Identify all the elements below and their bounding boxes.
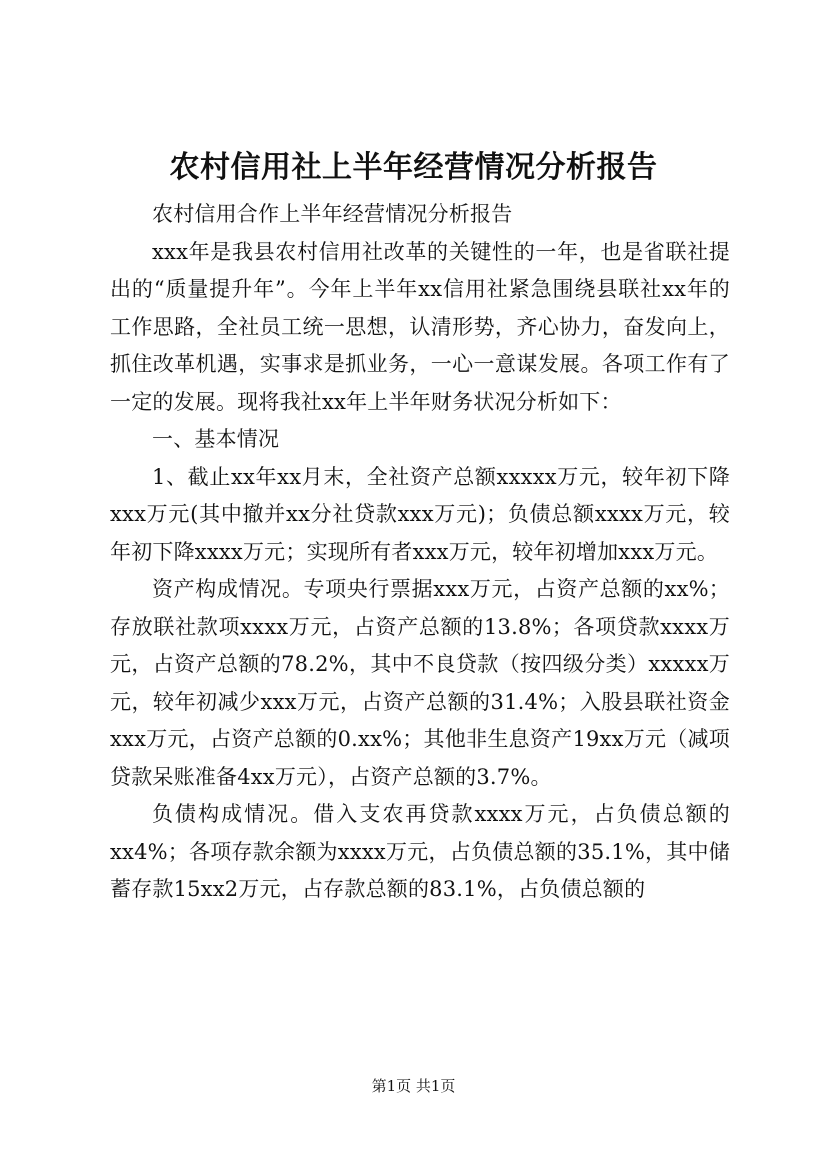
section-heading: 一、基本情况 xyxy=(152,427,280,451)
document-body xyxy=(110,196,730,909)
liability-composition-paragraph: 负债构成情况。借入支农再贷款xxxx万元，占负债总额的xx4%；各项存款余额为xxxx万元，占负债总额的35.1%，其中储蓄存款15xx2万元，占存款总额的83.1%，占负债总额的 xyxy=(110,802,730,901)
document-title: 农村信用社上半年经营情况分析报告 xyxy=(169,150,658,185)
asset-composition-paragraph: 资产构成情况。专项央行票据xxx万元，占资产总额的xx%；存放联社款项xxxx万元，占资产总额的13.8%；各项贷款xxxx万元，占资产总额的78.2%，其中不良贷款（按四级分类）xxxxx万元，较年初减少xxx万元，占资产总额的31.4%；入股县联社资金xxx万元，占资产总额的0.xx%；其他非生息资产19xx万元（减项贷款呆账准备4xx万元），占资产总额的3.7%。 xyxy=(110,577,730,789)
subtitle-paragraph: 农村信用合作上半年经营情况分析报告 xyxy=(152,202,513,226)
intro-paragraph: xxx年是我县农村信用社改革的关键性的一年，也是省联社提出的“质量提升年”。今年上半年xx信用社紧急围绕县联社xx年的工作思路，全社员工统一思想，认清形势，齐心协力，奋发向上，抓住改革机遇，实事求是抓业务，一心一意谋发展。各项工作有了一定的发展。现将我社xx年上半年财务状况分析如下： xyxy=(110,239,730,414)
basic-info-paragraph: 1、截止xx年xx月末，全社资产总额xxxxx万元，较年初下降xxx万元(其中撤并xx分社贷款xxx万元)；负债总额xxxx万元，较年初下降xxxx万元；实现所有者xxx万元，较年初增加xxx万元。 xyxy=(110,464,730,564)
page-footer: 第1页 共1页 xyxy=(371,1077,456,1095)
